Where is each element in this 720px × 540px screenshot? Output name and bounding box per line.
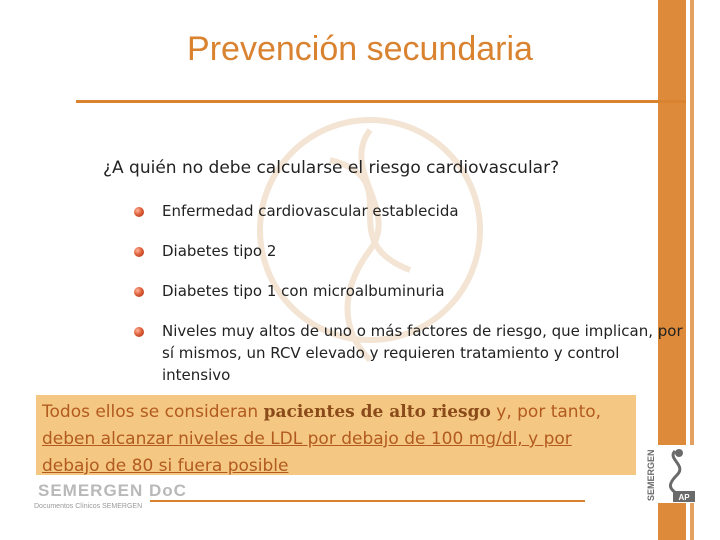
semergen-ap-logo-icon [645, 445, 697, 503]
highlight-link[interactable]: deben alcanzar niveles de LDL por debajo de 100 mg/dl, y por debajo de 80 si fuera posible [42, 429, 572, 476]
list-item [130, 280, 690, 302]
semergen-doc-logo: SEMERGEN DoC [38, 481, 187, 500]
highlight-middle: y, por tanto, [490, 402, 602, 422]
list-item-text: Niveles muy altos de uno o más factores de riesgo, que implican, por sí mismos, un RCV elevado y requieren tratamiento y control intensivo [162, 322, 683, 384]
corner-logo-ap: AP [678, 493, 690, 502]
bullet-dot-icon [134, 327, 144, 337]
list-item-text: Diabetes tipo 1 con microalbuminuria [162, 282, 445, 300]
bullet-dot-icon [134, 287, 144, 297]
bottom-divider [150, 500, 585, 502]
list-item [130, 240, 690, 262]
title-divider [76, 100, 686, 103]
list-item [130, 320, 690, 386]
slide-title: Prevención secundaria [187, 30, 533, 68]
list-item-text: Enfermedad cardiovascular establecida [162, 202, 459, 220]
bullet-dot-icon [134, 247, 144, 257]
question-heading: ¿A quién no debe calcularse el riesgo cardiovascular? [103, 158, 560, 178]
highlight-bold: pacientes de alto riesgo [263, 402, 491, 422]
corner-logo-label: SEMERGEN [646, 449, 656, 501]
highlight-prefix: Todos ellos se consideran [42, 402, 264, 422]
bullet-list [130, 200, 690, 404]
highlight-box [36, 395, 636, 475]
list-item-text: Diabetes tipo 2 [162, 242, 277, 260]
list-item [130, 200, 690, 222]
bullet-dot-icon [134, 207, 144, 217]
semergen-doc-subtitle: Documentos Clínicos SEMERGEN [34, 503, 143, 510]
